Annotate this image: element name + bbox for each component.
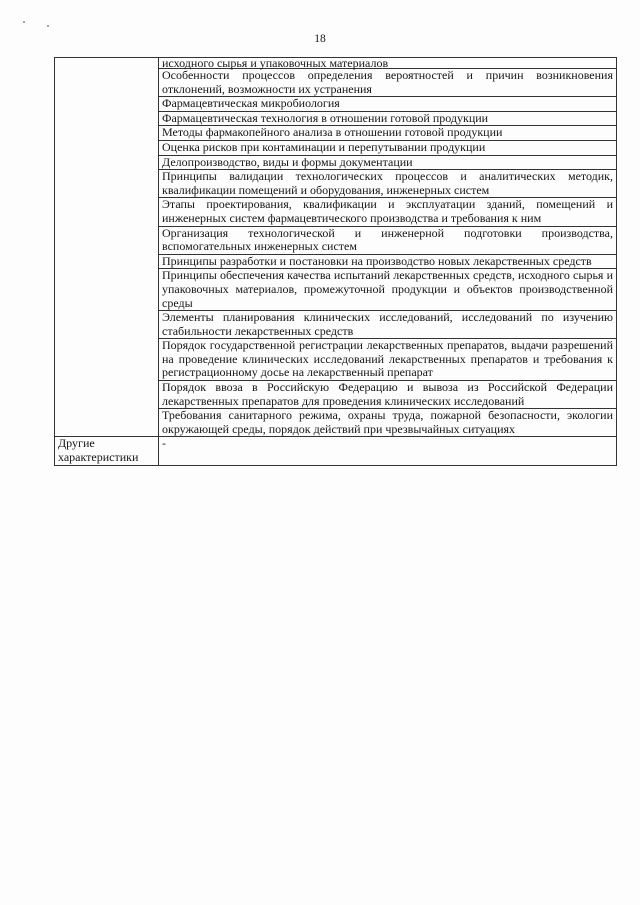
requirement-cell: Элементы планирования клинических исследований, исследований по изучению стабильности лекарственных средств [159, 311, 617, 339]
requirement-cell: Особенности процессов определения вероятностей и причин возникновения отклонений, возможности их устранения [159, 69, 617, 97]
other-characteristics-label: Другие характеристики [55, 437, 159, 465]
requirement-cell: Оценка рисков при контаминации и перепутывании продукции [159, 140, 617, 155]
requirement-cell: Делопроизводство, виды и формы документации [159, 155, 617, 170]
requirement-cell: Фармацевтическая микробиология [159, 97, 617, 112]
page-number: 18 [314, 33, 326, 45]
requirement-cell: Организация технологической и инженерной подготовки производства, вспомогательных инженерных систем [159, 226, 617, 254]
requirement-cell: Принципы валидации технологических процессов и аналитических методик, квалификации помещений и оборудования, инженерных систем [159, 170, 617, 198]
requirement-cell: Требования санитарного режима, охраны труда, пожарной безопасности, экологии окружающей среды, порядок действий при чрезвычайных ситуациях [159, 409, 617, 437]
requirement-cell: Порядок государственной регистрации лекарственных препаратов, выдачи разрешений на проведение клинических исследований лекарственных препаратов и требования к регистрационному досье на лекарственный препарат [159, 339, 617, 381]
table-row [55, 58, 617, 69]
scan-speck [47, 25, 49, 27]
requirement-cell: Фармацевтическая технология в отношении готовой продукции [159, 111, 617, 126]
requirement-cell: Принципы обеспечения качества испытаний лекарственных средств, исходного сырья и упаковочных материалов, промежуточной продукции и объектов производственной среды [159, 269, 617, 311]
other-characteristics-section [55, 437, 617, 465]
knowledge-requirements-table [54, 57, 617, 466]
section-label-cell [55, 58, 159, 437]
table-body [55, 58, 617, 437]
scan-speck [23, 21, 25, 23]
requirement-cell: Принципы разработки и постановки на производство новых лекарственных средств [159, 254, 617, 269]
requirement-cell: Методы фармакопейного анализа в отношении готовой продукции [159, 126, 617, 141]
requirement-cell: исходного сырья и упаковочных материалов [159, 58, 617, 69]
requirement-cell: Этапы проектирования, квалификации и эксплуатации зданий, помещений и инженерных систем фармацевтического производства и требования к ним [159, 198, 617, 226]
table-row [55, 437, 617, 465]
requirement-cell: Порядок ввоза в Российскую Федерацию и вывоза из Российской Федерации лекарственных препаратов для проведения клинических исследований [159, 381, 617, 409]
other-characteristics-value: - [159, 437, 617, 465]
